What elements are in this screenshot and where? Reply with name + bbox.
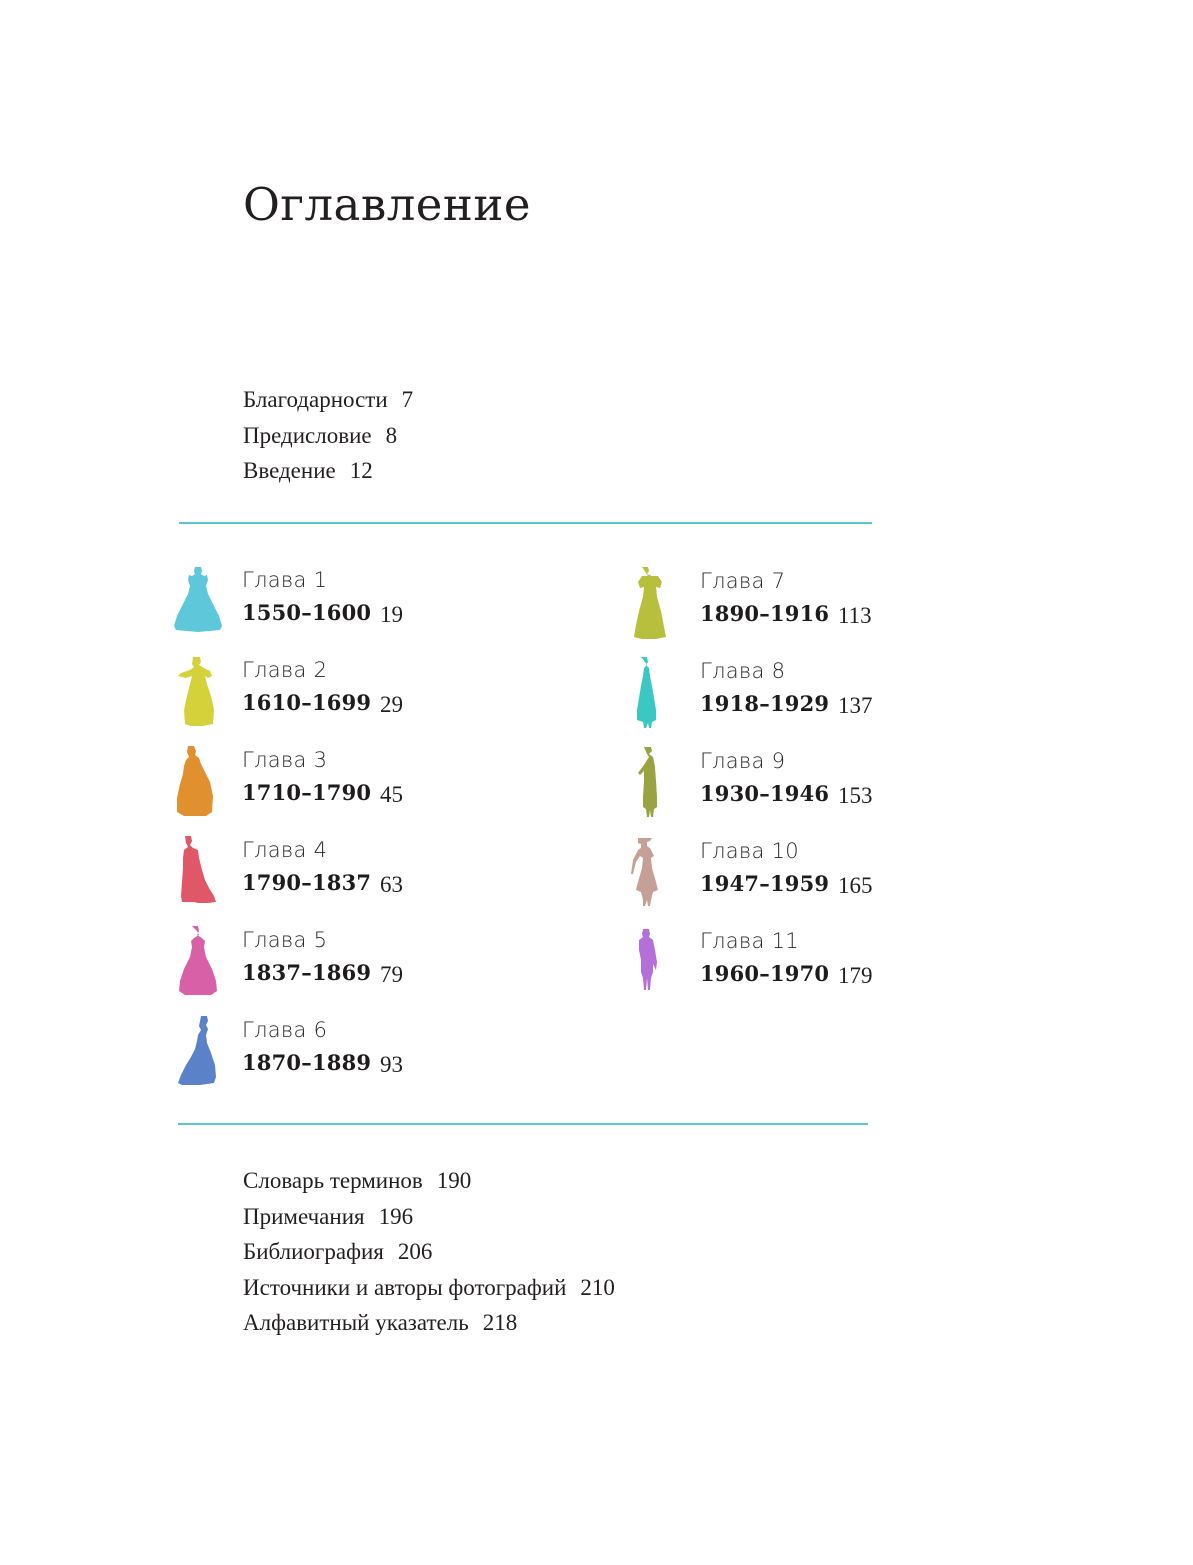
chapter-page: 113 xyxy=(838,603,872,628)
chapter-label: Глава 9 xyxy=(700,749,786,773)
toc-entry[interactable] xyxy=(243,1270,615,1306)
chapter-page: 79 xyxy=(380,962,403,987)
toc-entry-page: 12 xyxy=(349,458,373,483)
chapter-page: 179 xyxy=(838,963,873,988)
chapter-page: 19 xyxy=(380,602,403,627)
toc-entry-label: Источники и авторы фотографий xyxy=(243,1274,567,1300)
toc-entry-page: 206 xyxy=(397,1239,433,1264)
divider-top xyxy=(179,522,872,524)
chapter-years: 1550–1600 xyxy=(242,600,372,625)
chapter-7[interactable] xyxy=(626,567,946,657)
toc-entry-page: 196 xyxy=(378,1203,414,1229)
chapter-years: 1960–1970 xyxy=(700,961,830,986)
full-skirt-silhouette-icon xyxy=(626,837,686,909)
chapter-page: 153 xyxy=(838,783,873,808)
chapter-years: 1870–1889 xyxy=(242,1050,372,1075)
chapter-years: 1610–1699 xyxy=(242,690,372,715)
chapter-page: 165 xyxy=(838,873,873,898)
chapter-label: Глава 4 xyxy=(242,838,328,862)
gown-silhouette-icon xyxy=(626,567,686,639)
gown-silhouette-icon xyxy=(168,656,228,728)
chapter-10[interactable] xyxy=(626,837,946,927)
chapter-6[interactable] xyxy=(168,1016,488,1106)
page-title: Оглавление xyxy=(243,178,532,231)
toc-entry[interactable] xyxy=(243,418,413,454)
toc-entry-page: 7 xyxy=(401,387,414,412)
toc-entry[interactable] xyxy=(243,1199,615,1235)
slim-dress-silhouette-icon xyxy=(626,657,686,729)
chapter-4[interactable] xyxy=(168,836,488,926)
chapter-11[interactable] xyxy=(626,927,946,1017)
toc-entry[interactable] xyxy=(243,382,413,418)
chapter-years: 1790–1837 xyxy=(242,870,372,895)
chapter-1[interactable] xyxy=(168,566,488,656)
toc-entry-label: Алфавитный указатель xyxy=(243,1310,469,1335)
chapter-label: Глава 2 xyxy=(242,658,328,682)
chapter-label: Глава 6 xyxy=(242,1018,328,1042)
toc-entry-page: 8 xyxy=(385,422,398,448)
toc-entry-label: Словарь терминов xyxy=(243,1168,423,1193)
crinoline-silhouette-icon xyxy=(168,926,228,998)
gown-silhouette-icon xyxy=(168,566,228,638)
chapter-page: 45 xyxy=(380,782,403,807)
chapter-8[interactable] xyxy=(626,657,946,747)
chapter-years: 1918–1929 xyxy=(700,691,830,716)
toc-entry-page: 190 xyxy=(436,1168,472,1193)
bustle-dress-silhouette-icon xyxy=(168,836,228,908)
chapter-page: 93 xyxy=(380,1052,403,1077)
chapter-label: Глава 5 xyxy=(242,928,328,952)
shift-dress-silhouette-icon xyxy=(626,927,686,999)
chapter-years: 1890–1916 xyxy=(700,601,830,626)
chapter-2[interactable] xyxy=(168,656,488,746)
chapter-label: Глава 7 xyxy=(700,569,786,593)
toc-entry[interactable] xyxy=(243,1305,615,1341)
slim-dress-silhouette-icon xyxy=(626,747,686,819)
chapter-3[interactable] xyxy=(168,746,488,836)
toc-entry[interactable] xyxy=(243,1163,615,1199)
chapter-page: 29 xyxy=(380,692,403,717)
gown-silhouette-icon xyxy=(168,746,228,818)
chapter-page: 63 xyxy=(380,872,403,897)
toc-entry-label: Примечания xyxy=(243,1203,365,1229)
toc-entry[interactable] xyxy=(243,1234,615,1270)
gown-silhouette-icon xyxy=(168,1016,228,1088)
chapter-9[interactable] xyxy=(626,747,946,837)
chapter-years: 1837–1869 xyxy=(242,960,372,985)
chapter-label: Глава 11 xyxy=(700,929,799,953)
chapter-5[interactable] xyxy=(168,926,488,1016)
toc-entry-label: Предисловие xyxy=(243,422,372,448)
toc-entry-label: Благодарности xyxy=(243,387,388,412)
chapter-page: 137 xyxy=(838,693,873,718)
divider-bottom xyxy=(178,1123,868,1125)
toc-entry-page: 210 xyxy=(580,1274,615,1300)
chapter-label: Глава 8 xyxy=(700,659,786,683)
chapter-years: 1710–1790 xyxy=(242,780,372,805)
back-matter-list xyxy=(243,1163,615,1341)
toc-entry-page: 218 xyxy=(482,1310,518,1335)
toc-entry-label: Библиография xyxy=(243,1239,384,1264)
front-matter-list xyxy=(243,382,413,489)
toc-entry[interactable] xyxy=(243,453,413,489)
chapter-years: 1930–1946 xyxy=(700,781,830,806)
chapter-label: Глава 1 xyxy=(242,568,328,592)
chapter-label: Глава 10 xyxy=(700,839,799,863)
toc-entry-label: Введение xyxy=(243,458,336,483)
chapter-label: Глава 3 xyxy=(242,748,328,772)
chapter-years: 1947–1959 xyxy=(700,871,830,896)
